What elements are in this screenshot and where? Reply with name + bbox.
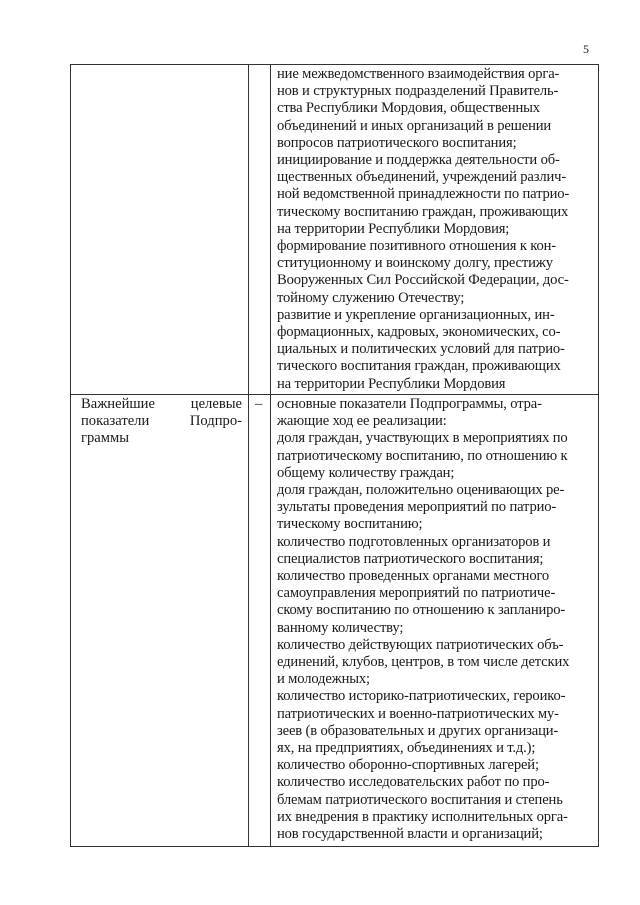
text-line: ства Республики Мордовия, общественных (277, 100, 540, 117)
text-line: ной ведомственной принадлежности по патрио- (277, 186, 570, 203)
text-line: общему количеству граждан; (277, 464, 455, 481)
text-line: патриотическому воспитанию, по отношению к (277, 447, 568, 464)
text-line: количество историко-патриотических, героико- (277, 688, 566, 705)
row-label (71, 65, 248, 66)
text-line: ях, на предприятиях, объединениях и т.д.); (277, 740, 536, 757)
text-line: основные показатели Подпрограммы, отра- (277, 396, 542, 412)
text-line: самоуправления мероприятий по патриотиче- (277, 585, 556, 602)
row-dash-cell (249, 65, 271, 395)
row-content-cell (271, 65, 599, 395)
text-line: и молодежных; (277, 671, 370, 688)
text-line: нов государственной власти и организаций; (277, 826, 543, 843)
text-line: вопросов патриотического воспитания; (277, 134, 517, 151)
row-content-cell (271, 395, 599, 847)
text-line: Вооруженных Сил Российской Федерации, дос- (277, 272, 569, 289)
row-label-cell (71, 395, 249, 847)
text-line: щественных объединений, учреждений различ- (277, 169, 567, 186)
text-line: циальных и политических условий для патрио- (277, 341, 565, 358)
text-line: тическому воспитанию граждан, проживающих (277, 203, 569, 220)
text-line: патриотических и военно-патриотических му- (277, 705, 559, 722)
text-line: на территории Республики Мордовия (277, 375, 506, 392)
text-line: ванному количеству; (277, 619, 404, 636)
text-line: количество действующих патриотических объ- (277, 636, 564, 653)
text-line: доля граждан, участвующих в мероприятиях по (277, 430, 568, 447)
text-line: тическому воспитанию; (277, 516, 423, 533)
text-line: зеев (в образовательных и других организаци- (277, 722, 559, 739)
row-dash (249, 65, 270, 66)
text-line: формационных, кадровых, экономических, со- (277, 324, 561, 341)
text-line: развитие и укрепление организационных, ин- (277, 306, 555, 323)
text-line: формирование позитивного отношения к кон- (277, 238, 557, 255)
text-line: жающие ход ее реализации: (277, 413, 447, 430)
text-line: инициирование и поддержка деятельности об- (277, 152, 560, 169)
text-line: объединений и иных организаций в решении (277, 117, 552, 134)
text-line: ституционному и воинскому долгу, престижу (277, 255, 553, 272)
row-dash-cell (249, 395, 271, 847)
text-line: нов и структурных подразделений Правитель- (277, 83, 559, 100)
text-line: единений, клубов, центров, в том числе детских (277, 654, 570, 671)
text-line: количество исследовательских работ по про- (277, 774, 550, 791)
text-line: на территории Республики Мордовия; (277, 220, 510, 237)
text-line: блемам патриотического воспитания и степень (277, 791, 563, 808)
text-line: зультаты проведения мероприятий по патрио- (277, 499, 557, 516)
table-row (71, 395, 599, 847)
row-label: Важнейшие целевые показатели Подпро-граммы (81, 396, 242, 447)
text-line: количество проведенных органами местного (277, 568, 550, 585)
text-line: доля граждан, положительно оценивающих ре- (277, 482, 565, 499)
page-number: 5 (583, 42, 589, 56)
text-line: их внедрения в практику исполнительных орга- (277, 808, 568, 825)
text-line: специалистов патриотического воспитания; (277, 550, 544, 567)
row-label-cell (71, 65, 249, 395)
table-row (71, 65, 599, 395)
text-line: ние межведомственного взаимодействия орга- (277, 66, 560, 82)
program-table (70, 64, 599, 847)
text-line: количество оборонно-спортивных лагерей; (277, 757, 539, 774)
row-dash: – (255, 396, 263, 412)
text-line: тойному служению Отечеству; (277, 289, 465, 306)
text-line: количество подготовленных организаторов и (277, 533, 551, 550)
text-line: скому воспитанию по отношению к запланиро- (277, 602, 566, 619)
text-line: тического воспитания граждан, проживающих (277, 358, 561, 375)
